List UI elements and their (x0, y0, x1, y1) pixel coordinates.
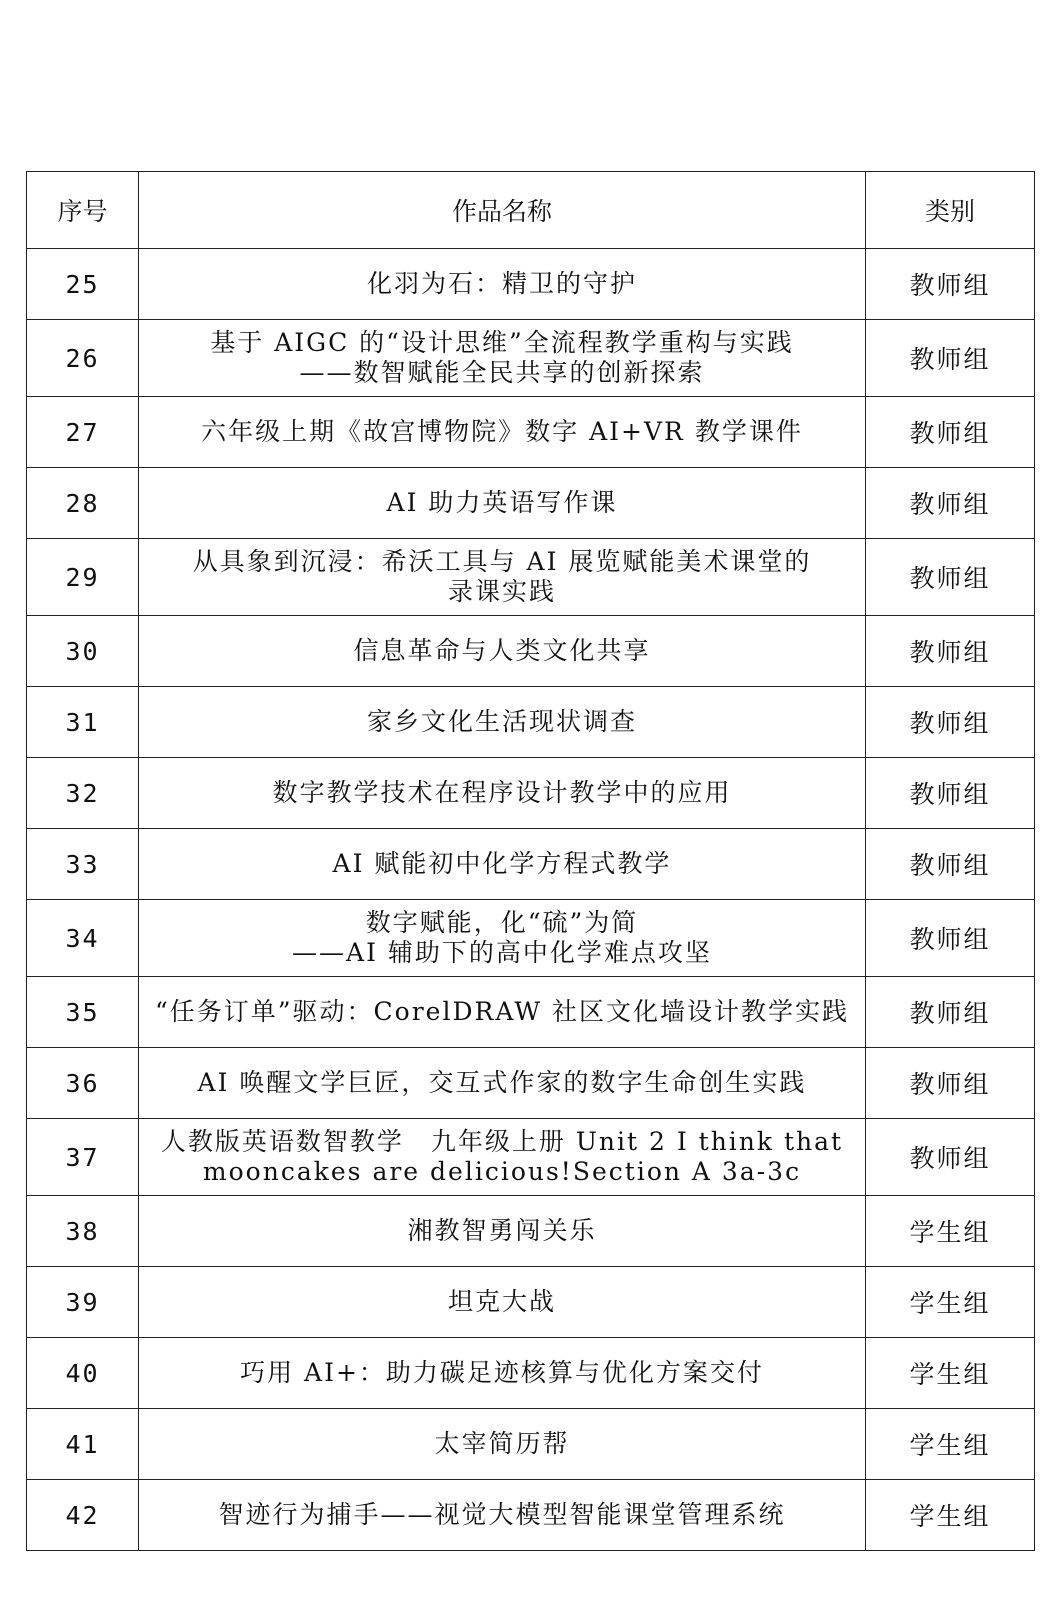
row-title-line: mooncakes are delicious!Section A 3a-3c (202, 1157, 802, 1186)
row-title (139, 758, 866, 829)
row-category: 教师组 (866, 1119, 1035, 1196)
row-title (139, 1196, 866, 1267)
row-title (139, 829, 866, 900)
row-title-line: 基于 AIGC 的“设计思维”全流程教学重构与实践 (210, 328, 794, 357)
row-number: 38 (27, 1196, 139, 1267)
row-category: 教师组 (866, 829, 1035, 900)
row-number: 27 (27, 397, 139, 468)
row-number: 26 (27, 320, 139, 397)
row-category: 教师组 (866, 977, 1035, 1048)
row-title (139, 977, 866, 1048)
row-number: 34 (27, 900, 139, 977)
row-title (139, 397, 866, 468)
row-title-line: 从具象到沉浸：希沃工具与 AI 展览赋能美术课堂的 (192, 547, 812, 576)
row-title-line: 信息革命与人类文化共享 (353, 636, 651, 665)
row-title-line: 录课实践 (447, 577, 556, 606)
row-title (139, 900, 866, 977)
table-row (27, 1119, 1035, 1196)
row-category: 教师组 (866, 539, 1035, 616)
table-row (27, 468, 1035, 539)
award-list-table (26, 171, 1035, 1551)
row-category: 教师组 (866, 616, 1035, 687)
table-header-row (27, 172, 1035, 249)
table-body (27, 249, 1035, 1551)
row-category: 教师组 (866, 249, 1035, 320)
row-number: 37 (27, 1119, 139, 1196)
table-row (27, 539, 1035, 616)
table-row (27, 616, 1035, 687)
row-title (139, 539, 866, 616)
row-title (139, 616, 866, 687)
row-title (139, 249, 866, 320)
row-number: 42 (27, 1480, 139, 1551)
table-row (27, 1048, 1035, 1119)
row-title-line: 太宰简历帮 (434, 1429, 570, 1458)
row-title (139, 1119, 866, 1196)
table-row (27, 397, 1035, 468)
table-row (27, 977, 1035, 1048)
row-number: 33 (27, 829, 139, 900)
row-category: 学生组 (866, 1267, 1035, 1338)
row-title-line: 数字赋能，化“硫”为简 (365, 908, 639, 937)
row-number: 41 (27, 1409, 139, 1480)
table-row (27, 1338, 1035, 1409)
row-title (139, 1048, 866, 1119)
header-category: 类别 (866, 172, 1035, 249)
row-title-line: 家乡文化生活现状调查 (366, 707, 637, 736)
row-number: 40 (27, 1338, 139, 1409)
table-row (27, 249, 1035, 320)
row-title-line: AI 唤醒文学巨匠，交互式作家的数字生命创生实践 (197, 1068, 807, 1097)
table-row (27, 1409, 1035, 1480)
row-title-line: 湘教智勇闯关乐 (407, 1216, 597, 1245)
row-number: 39 (27, 1267, 139, 1338)
row-title-line: 人教版英语数智教学 九年级上册 Unit 2 I think that (160, 1127, 844, 1156)
row-number: 35 (27, 977, 139, 1048)
row-category: 教师组 (866, 468, 1035, 539)
row-title-line: AI 助力英语写作课 (386, 488, 618, 517)
row-number: 36 (27, 1048, 139, 1119)
row-number: 25 (27, 249, 139, 320)
row-title-line: 坦克大战 (447, 1287, 556, 1316)
row-category: 学生组 (866, 1409, 1035, 1480)
header-title: 作品名称 (139, 172, 866, 249)
table-row (27, 687, 1035, 758)
table-row (27, 900, 1035, 977)
row-category: 教师组 (866, 397, 1035, 468)
row-title (139, 1480, 866, 1551)
row-number: 30 (27, 616, 139, 687)
row-category: 学生组 (866, 1196, 1035, 1267)
row-title-line: 化羽为石：精卫的守护 (366, 269, 637, 298)
row-category: 学生组 (866, 1338, 1035, 1409)
table-row (27, 1267, 1035, 1338)
row-title (139, 1267, 866, 1338)
row-title-line: “任务订单”驱动：CorelDRAW 社区文化墙设计教学实践 (154, 997, 850, 1026)
row-category: 教师组 (866, 1048, 1035, 1119)
row-title-line: AI 赋能初中化学方程式教学 (332, 849, 672, 878)
row-category: 教师组 (866, 687, 1035, 758)
row-category: 教师组 (866, 758, 1035, 829)
row-title (139, 468, 866, 539)
row-title (139, 1409, 866, 1480)
row-category: 学生组 (866, 1480, 1035, 1551)
row-title-line: 智迹行为捕手——视觉大模型智能课堂管理系统 (218, 1500, 786, 1529)
row-number: 28 (27, 468, 139, 539)
row-number: 29 (27, 539, 139, 616)
row-number: 31 (27, 687, 139, 758)
table-row (27, 758, 1035, 829)
row-category: 教师组 (866, 320, 1035, 397)
row-title-line: ——数智赋能全民共享的创新探索 (299, 358, 705, 387)
table-row (27, 1480, 1035, 1551)
table-row (27, 829, 1035, 900)
row-title (139, 1338, 866, 1409)
row-title-line: ——AI 辅助下的高中化学难点攻坚 (292, 938, 712, 967)
table-row (27, 320, 1035, 397)
row-title (139, 320, 866, 397)
row-title-line: 巧用 AI+：助力碳足迹核算与优化方案交付 (240, 1358, 764, 1387)
row-category: 教师组 (866, 900, 1035, 977)
table-row (27, 1196, 1035, 1267)
header-number: 序号 (27, 172, 139, 249)
row-number: 32 (27, 758, 139, 829)
row-title-line: 数字教学技术在程序设计教学中的应用 (272, 778, 732, 807)
row-title-line: 六年级上期《故宫博物院》数字 AI+VR 教学课件 (201, 417, 803, 446)
row-title (139, 687, 866, 758)
